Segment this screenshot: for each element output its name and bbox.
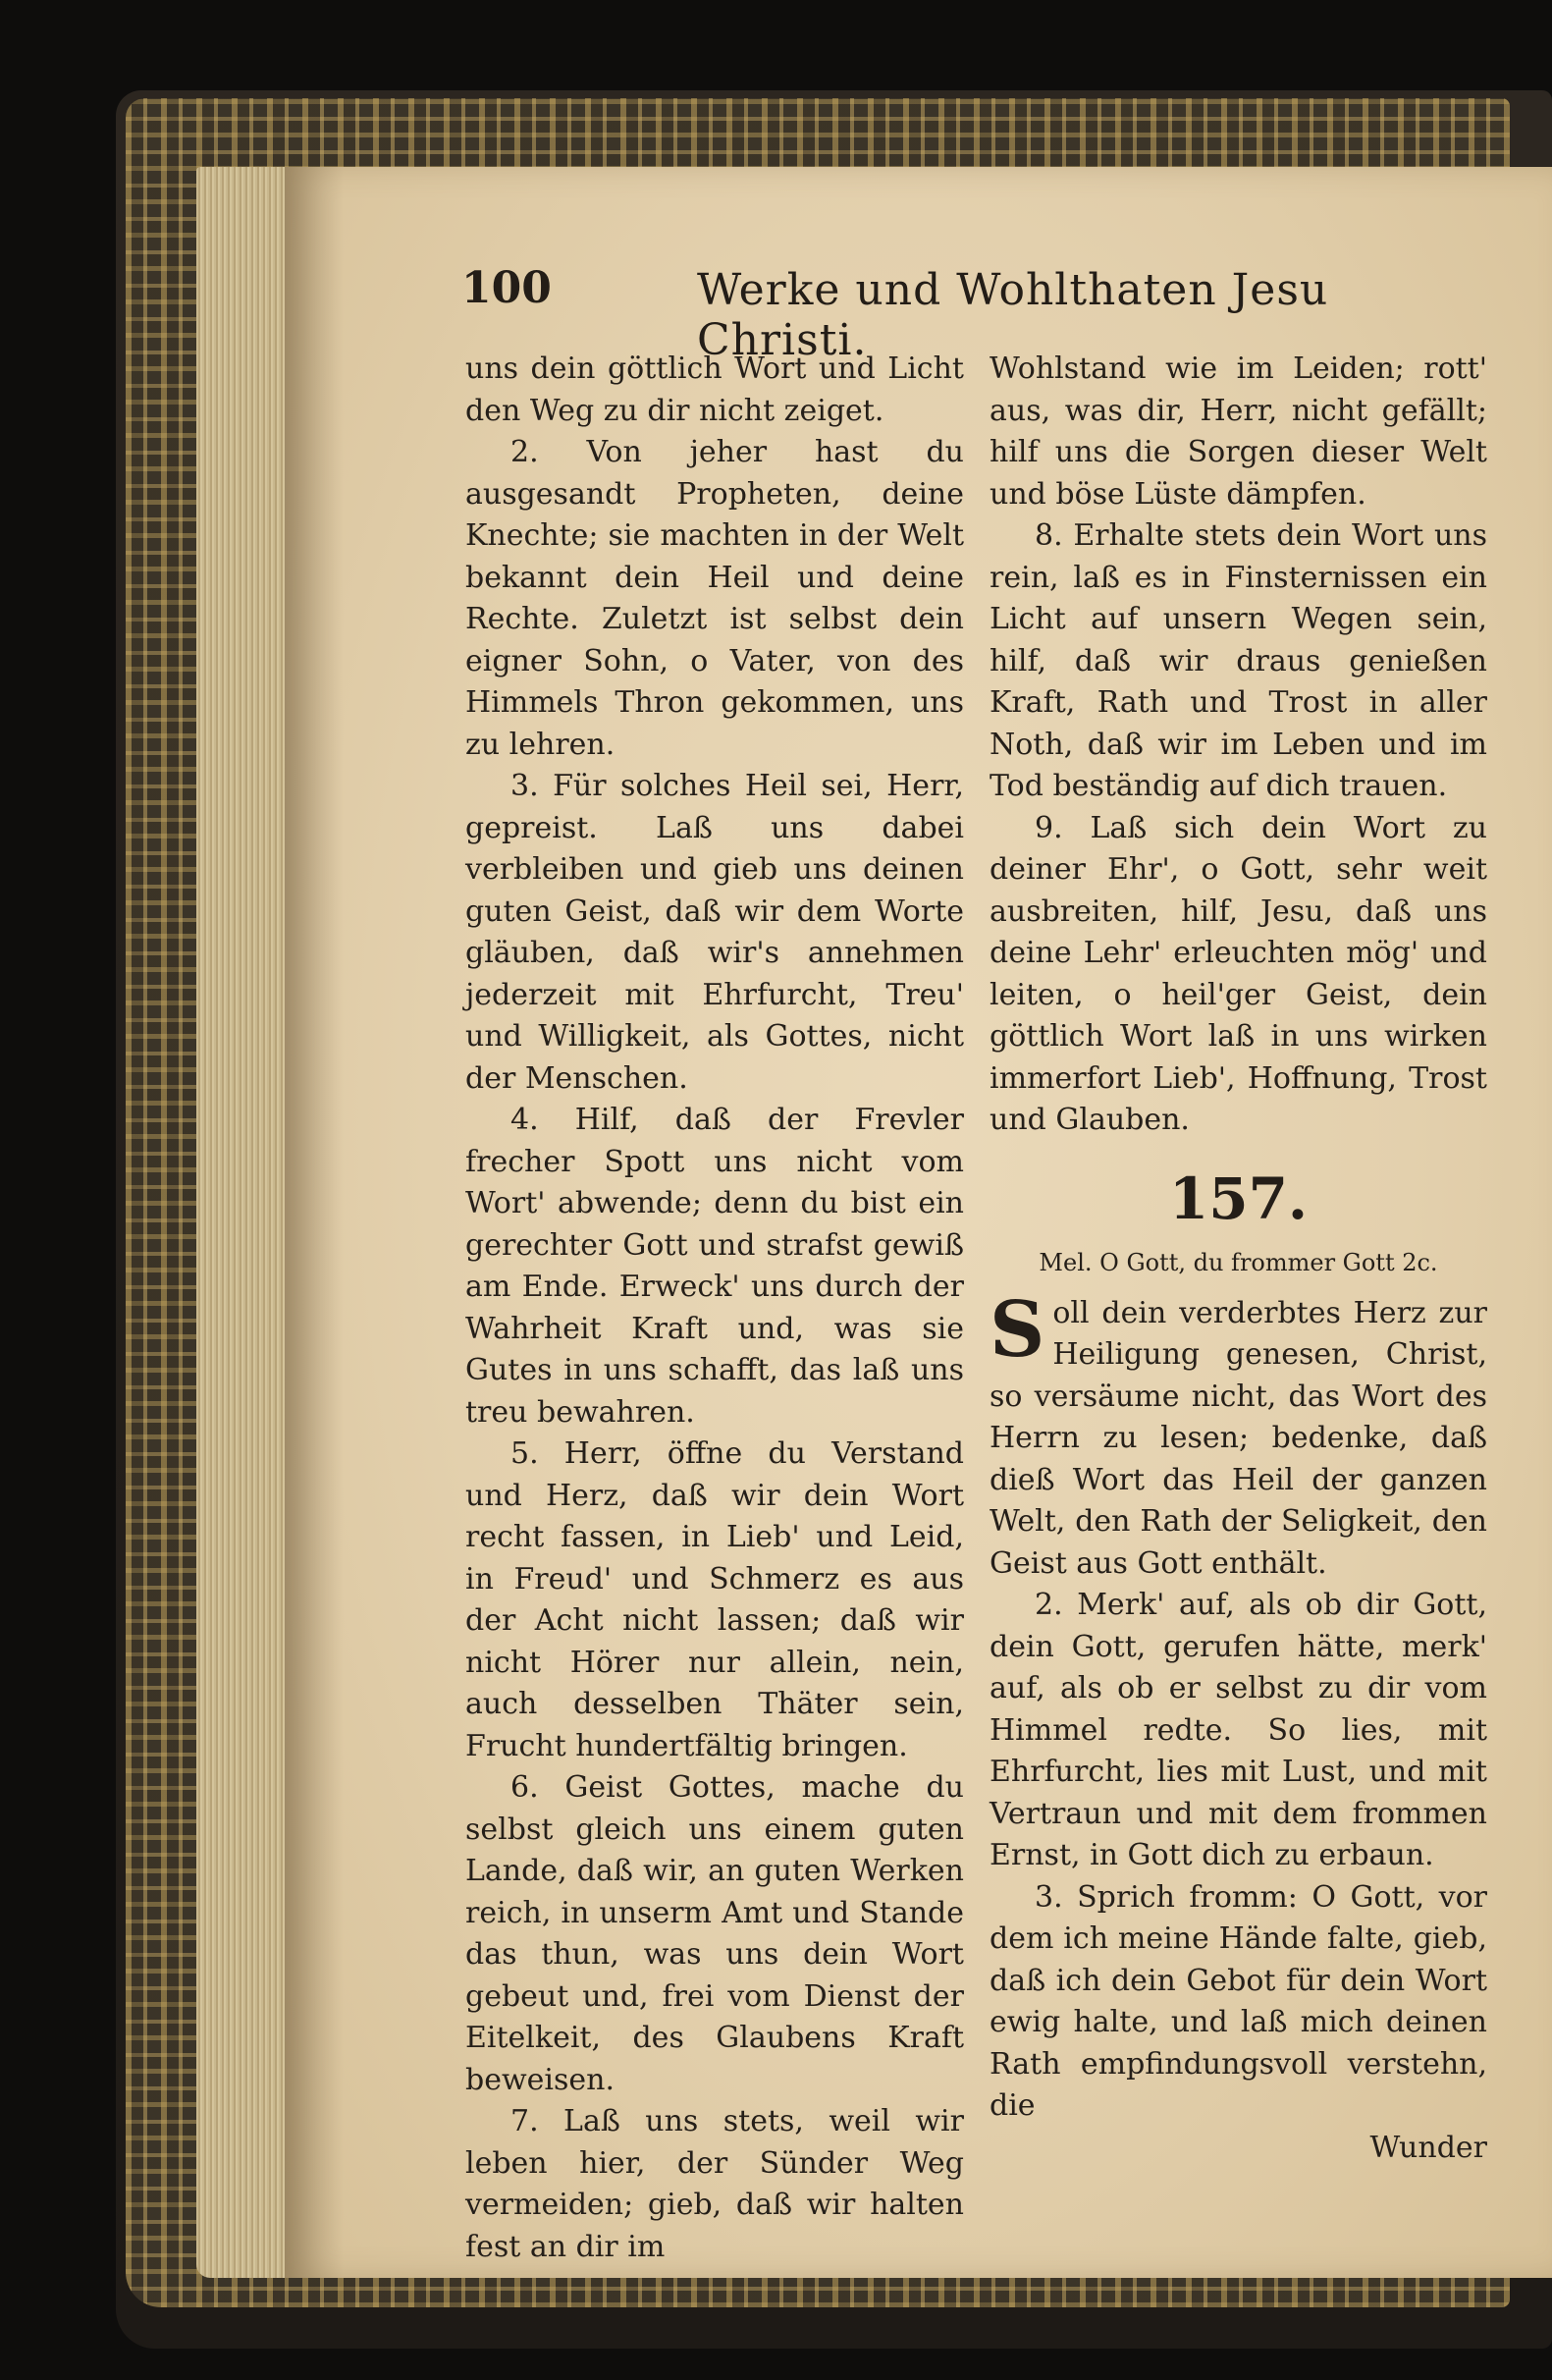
- paragraph: Wohlstand wie im Leiden; rott' aus, was dir, Herr, nicht gefällt; hilf uns die Sorgen dieser Welt und böse Lüste dämpfen.: [990, 352, 1487, 512]
- catchword: Wunder: [1369, 2130, 1487, 2165]
- paragraph: 4. Hilf, daß der Frevler frecher Spott uns nicht vom Wort' abwende; denn du bist ein gerechter Gott und strafst gewiß am Ende. Erweck' uns durch der Wahrheit Kraft und, was sie Gutes in uns schafft, das laß uns treu bewahren.: [465, 1103, 964, 1430]
- drop-cap: S: [990, 1284, 1045, 1375]
- paragraph-text: oll dein verderbtes Herz zur Heiligung genesen, Christ, so versäume nicht, das Wort des Herrn zu lesen; bedenke, daß dieß Wort das Heil der ganzen Welt, den Rath der Seligkeit, den Geist aus Gott enthält.: [990, 1295, 1487, 1581]
- page-header: [461, 263, 1482, 365]
- melody-line: Mel. O Gott, du frommer Gott 2c.: [1039, 1248, 1438, 1276]
- paragraph: 8. Erhalte stets dein Wort uns rein, laß es in Finsternissen ein Licht auf unsern Wegen sein, hilf, daß wir draus genießen Kraft, Rath und Trost in aller Noth, daß wir im Leben und im Tod beständig auf dich trauen.: [990, 518, 1487, 803]
- paragraph: uns dein göttlich Wort und Licht den Weg zu dir nicht zeiget.: [465, 352, 964, 428]
- paragraph: 3. Sprich fromm: O Gott, vor dem ich meine Hände falte, gieb, daß ich dein Gebot für dein Wort ewig halte, und laß mich deinen Rath empfindungsvoll verstehn, die: [990, 1879, 1487, 2123]
- right-column: [990, 349, 1487, 2169]
- running-head: Werke und Wohlthaten Jesu Christi.: [697, 265, 1329, 365]
- hymn-number: 157.: [1168, 1164, 1309, 1232]
- left-column: [465, 349, 964, 2268]
- paragraph: 5. Herr, öffne du Verstand und Herz, daß wir dein Wort recht fassen, in Lieb' und Leid, in Freud' und Schmerz es aus der Acht nicht lassen; daß wir nicht Hörer nur allein, nein, auch desselben Thäter sein, Frucht hundertfältig bringen.: [465, 1436, 964, 1763]
- page-number: 100: [461, 263, 552, 313]
- paragraph: 7. Laß uns stets, weil wir leben hier, der Sünder Weg vermeiden; gieb, daß wir halten fest an dir im: [465, 2104, 964, 2264]
- paragraph: 3. Für solches Heil sei, Herr, gepreist. Laß uns dabei verbleiben und gieb uns deinen guten Geist, daß wir dem Worte gläuben, daß wir's annehmen jederzeit mit Ehrfurcht, Treu' und Willigkeit, als Gottes, nicht der Menschen.: [465, 769, 964, 1096]
- paragraph: 9. Laß sich dein Wort zu deiner Ehr', o Gott, sehr weit ausbreiten, hilf, Jesu, daß uns deine Lehr' erleuchten mög' und leiten, o heil'ger Geist, dein göttlich Wort laß in uns wirken immerfort Lieb', Hoffnung, Trost und Glauben.: [990, 810, 1487, 1137]
- paragraph: 6. Geist Gottes, mache du selbst gleich uns einem guten Lande, daß wir, an guten Werken reich, in unserm Amt und Stande das thun, was uns dein Wort gebeut und, frei vom Dienst der Eitelkeit, des Glaubens Kraft beweisen.: [465, 1770, 964, 2097]
- gutter-shadow: [285, 167, 344, 2278]
- page-edges: [196, 167, 294, 2278]
- paragraph: 2. Von jeher hast du ausgesandt Propheten, deine Knechte; sie machten in der Welt bekannt dein Heil und deine Rechte. Zuletzt ist selbst dein eigner Sohn, o Vater, von des Himmels Thron gekommen, uns zu lehren.: [465, 435, 964, 762]
- hymn-first-paragraph: [990, 1284, 1487, 1586]
- paragraph: 2. Merk' auf, als ob dir Gott, dein Gott, gerufen hätte, merk' auf, als ob er selbst zu dir vom Himmel redte. So lies, mit Ehrfurcht, lies mit Lust, und mit Vertraun und mit dem frommen Ernst, in Gott dich zu erbaun.: [990, 1588, 1487, 1872]
